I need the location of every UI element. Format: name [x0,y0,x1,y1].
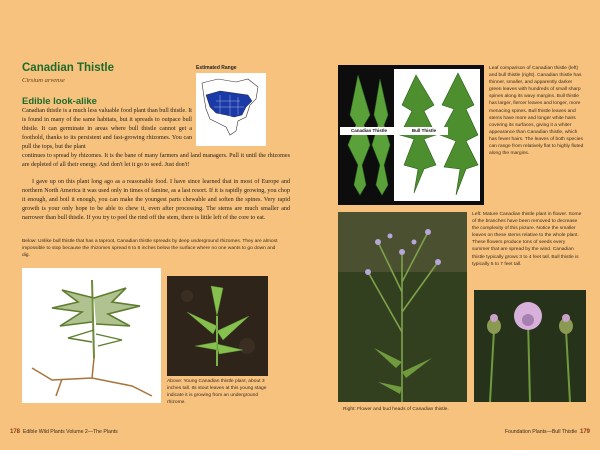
body-paragraph-1b: continues to spread by rhizomes. It is the bane of many farmers and land managers. Pull it until the rhizomes are depleted of all their energy. And don't let it go to seed. Just don't! [22,153,290,168]
caption-above: Above: Young Canadian thistle plant, about 3 inches tall. Its stout leaves at this young stage indicate it is growing from an underground rhizome. [167,379,267,406]
caption-mature-plant: Left: Mature Canadian thistle plant in flower. Some of the branches have been removed to decrease the complexity of this picture. Notice the smaller leaves on these stems relative to the whole plant. These flowers produce tons of seeds every summer that are spread by the wind. Canadian thistle typically grows 3 to 4 feet tall. Bull thistle is typically 5 to 7 feet tall. [472,212,582,267]
footer-left-text: Edible Wild Plants Volume 2—The Plants [22,429,118,435]
flower-heads-photo [474,290,586,402]
leaf-label-bull: Bull Thistle [400,127,448,135]
rhizome-photo [22,268,161,403]
page-number-left: 178 [10,429,21,435]
young-plant-photo [167,276,268,376]
caption-leaf-comparison: Leaf comparison of Canadian thistle (left) and bull thistle (right). Canadian thistle has thinner, smaller, and apparently darker green leaves with hundreds of small sharp spines along its wavy margins. Bull thistle has larger, fiercer leaves and longer, more menacing spines. Bull thistle leaves and stems have more and longer white hairs covering its surfaces, giving it a whiter appearance than Canadian thistle, which has fewer hairs. The leaves of both species can range from relatively flat to highly fluted along the margins. [489,66,584,157]
range-map [196,73,266,146]
caption-flower-heads: Right: Flower and bud heads of Canadian thistle. [343,407,449,412]
leaf-label-canadian: Canadian Thistle [340,127,398,135]
footer-right [505,429,590,435]
latin-name: Cirsium arvense [22,77,65,84]
body-paragraph-2: I gave up on this plant long ago as a reasonable food. I have since learned that in most of Europe and northern North America it was used only in times of famine, as a last resort. If it is rapidly growing, you chop it enough, and boil it enough, you can make the youngest parts chewable and soften the spines. Very rapid growth is your only hope to be able to chew it, even after processing. The stems are much smaller and narrower than bull thistle. If you try to peel the rind off the stem, there is little left of the core to eat. [22,179,290,221]
footer-right-text: Foundation Plants—Bull Thistle [504,429,578,435]
caption-below: Below: Unlike bull thistle that has a taproot, Canadian thistle spreads by deep underground rhizomes. They are almost impossible to stop because the rhizomes spread 6 to 8 inches below the surface where no one wants to go down and dig. [22,239,278,259]
mature-plant-photo [338,212,467,402]
section-title: Canadian Thistle [22,62,115,74]
map-label: Estimated Range [196,65,237,71]
page-number-right: 179 [579,429,590,435]
leaf-comparison-photo [338,65,484,205]
footer-left [10,429,118,435]
subheading: Edible look-alike [22,96,97,107]
body-paragraph-1a: Canadian thistle is a much less valuable food plant than bull thistle. It is found in many of the same habitats, but it spreads to outpace bull thistle. It can germinate in areas where bull thistle cannot get a foothold, thanks to its persistent and fast-growing rhizomes. You can pull the tops, but the plant [22,108,192,150]
